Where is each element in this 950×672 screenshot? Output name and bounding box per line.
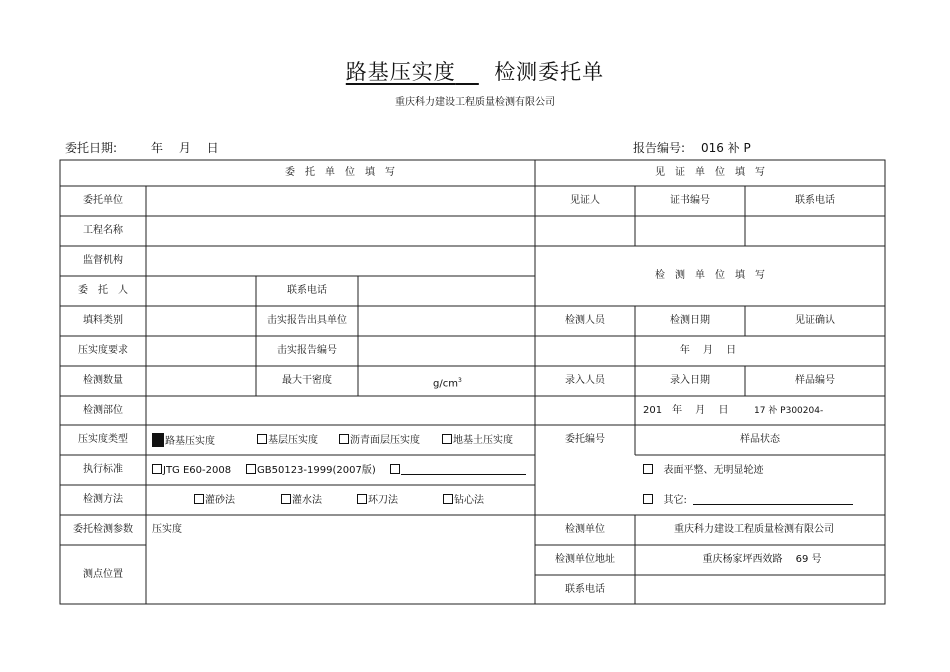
sample-no-value: 17 补 P300204- <box>754 406 824 416</box>
lab-addr-value: 重庆杨家坪西效路 69 号 <box>702 554 822 565</box>
checkbox-icon <box>257 434 267 444</box>
section-witness: 见 证 单 位 填 写 <box>655 167 765 178</box>
params-value: 压实度 <box>152 524 182 535</box>
option-asphalt[interactable]: 沥青面层压实度 <box>339 434 420 447</box>
checkbox-icon <box>442 434 452 444</box>
date-label: 委托日期: <box>65 141 118 155</box>
checkbox-checked-icon <box>152 433 164 447</box>
label-sample-state: 样品状态 <box>740 434 780 445</box>
label-sample-no: 样品编号 <box>795 375 835 386</box>
label-witness: 见证人 <box>570 195 600 206</box>
title-part2: 检测委托单 <box>494 60 605 84</box>
label-points: 测点位置 <box>83 569 123 580</box>
label-recorder: 录入人员 <box>565 375 605 386</box>
label-method: 检测方法 <box>83 494 123 505</box>
state-flat[interactable]: 表面平整、无明显轮迹 <box>643 464 764 477</box>
label-test-qty: 检测数量 <box>83 375 123 386</box>
checkbox-icon <box>339 434 349 444</box>
checkbox-icon <box>246 464 256 474</box>
option-base[interactable]: 基层压实度 <box>257 434 318 447</box>
form-title <box>0 56 950 86</box>
test-date-value: 年 月 日 <box>679 345 737 356</box>
label-test-date: 检测日期 <box>670 315 710 326</box>
label-witness-confirm: 见证确认 <box>795 315 835 326</box>
density-unit: $g/cm^3$ <box>433 377 462 390</box>
method-core[interactable]: 钻心法 <box>443 494 484 507</box>
label-supervision: 监督机构 <box>83 255 123 266</box>
label-lab-phone: 联系电话 <box>565 584 605 595</box>
label-fill-type: 填料类别 <box>83 315 123 326</box>
date-value: 年 月 日 <box>151 141 219 155</box>
method-ring[interactable]: 环刀法 <box>357 494 398 507</box>
checkbox-icon <box>443 494 453 504</box>
checkbox-icon <box>152 464 162 474</box>
record-date-value: 201 年 月 日 <box>643 405 729 416</box>
label-max-density: 最大干密度 <box>282 375 332 386</box>
label-report-unit: 击实报告出具单位 <box>267 315 347 326</box>
standard-other[interactable] <box>390 464 526 477</box>
label-record-date: 录入日期 <box>670 375 710 386</box>
label-compaction-type: 压实度类型 <box>78 434 128 445</box>
standard-jtg[interactable]: JTG E60-2008 <box>152 464 231 477</box>
report-label: 报告编号: <box>633 141 686 155</box>
label-project-name: 工程名称 <box>83 225 123 236</box>
blank-line <box>693 494 853 505</box>
section-lab: 检 测 单 位 填 写 <box>655 270 765 281</box>
checkbox-icon <box>643 494 653 504</box>
checkbox-icon <box>281 494 291 504</box>
label-standard: 执行标准 <box>83 464 123 475</box>
option-subgrade[interactable]: 地基土压实度 <box>442 434 513 447</box>
section-client: 委 托 单 位 填 写 <box>285 167 395 178</box>
method-sand[interactable]: 灌砂法 <box>194 494 235 507</box>
label-cert-no: 证书编号 <box>670 195 710 206</box>
report-value: 016 补 P <box>701 141 751 155</box>
company-subtitle: 重庆科力建设工程质量检测有限公司 <box>395 97 555 108</box>
label-tester: 检测人员 <box>565 315 605 326</box>
label-report-no: 击实报告编号 <box>277 345 337 356</box>
checkbox-icon <box>357 494 367 504</box>
checkbox-icon <box>390 464 400 474</box>
label-entrust-no: 委托编号 <box>565 434 605 445</box>
label-phone: 联系电话 <box>287 285 327 296</box>
label-witness-phone: 联系电话 <box>795 195 835 206</box>
label-params: 委托检测参数 <box>73 524 133 535</box>
title-part1: 路基压实度 <box>345 60 456 84</box>
lab-unit-value: 重庆科力建设工程质量检测有限公司 <box>674 524 834 535</box>
label-compaction-req: 压实度要求 <box>78 345 128 356</box>
label-lab-addr: 检测单位地址 <box>555 554 615 565</box>
label-client-unit: 委托单位 <box>83 195 123 206</box>
label-test-part: 检测部位 <box>83 405 123 416</box>
checkbox-icon <box>194 494 204 504</box>
checkbox-icon <box>643 464 653 474</box>
option-roadbed[interactable]: 路基压实度 <box>152 433 215 448</box>
label-entrustor: 委 托 人 <box>78 285 128 296</box>
method-water[interactable]: 灌水法 <box>281 494 322 507</box>
label-lab-unit: 检测单位 <box>565 524 605 535</box>
standard-gb[interactable]: GB50123-1999(2007版) <box>246 464 376 477</box>
blank-line <box>401 464 526 475</box>
state-other[interactable]: 其它: <box>643 494 853 507</box>
